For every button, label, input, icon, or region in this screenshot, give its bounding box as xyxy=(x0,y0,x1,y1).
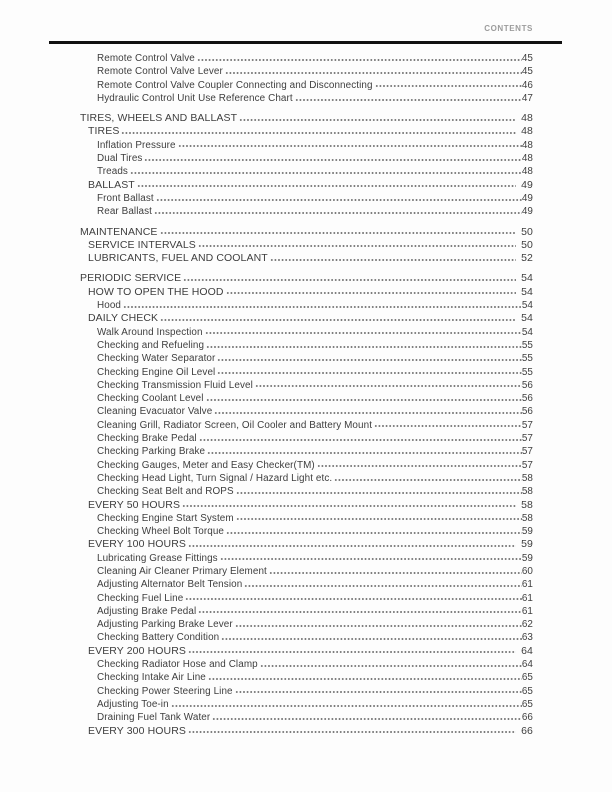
toc-entry-page: 66 xyxy=(521,712,533,724)
toc-entry-title: Checking Intake Air Line xyxy=(97,672,206,684)
toc-entry-title: Remote Control Valve xyxy=(97,53,195,64)
toc-entry-title: DAILY CHECK xyxy=(88,312,159,325)
toc-entry-page: 54 xyxy=(521,285,533,298)
toc-row xyxy=(80,605,533,618)
toc-row xyxy=(80,725,533,738)
toc-entry-page: 64 xyxy=(521,659,533,671)
toc-row xyxy=(80,485,533,498)
dot-leader xyxy=(156,192,522,201)
toc-entry-page: 58 xyxy=(521,512,533,524)
dot-leader xyxy=(198,605,522,614)
toc-row xyxy=(80,499,533,512)
dot-leader xyxy=(199,432,522,441)
toc-entry-title: Checking and Refueling xyxy=(97,339,205,351)
toc-entry-page: 48 xyxy=(521,112,533,125)
dot-leader xyxy=(188,645,516,654)
toc-entry-title: EVERY 100 HOURS xyxy=(88,538,186,551)
toc-entry-title: Checking Wheel Bolt Torque xyxy=(97,526,225,538)
toc-entry-title: TIRES xyxy=(88,125,120,138)
toc-entry-page: 59 xyxy=(521,552,533,564)
toc-row xyxy=(80,472,533,485)
toc-row xyxy=(80,512,533,525)
toc-row xyxy=(80,525,533,538)
dot-leader xyxy=(160,312,516,321)
toc-entry-page: 52 xyxy=(521,252,533,265)
dot-leader xyxy=(317,459,522,468)
toc-row xyxy=(80,286,533,299)
toc-entry-page: 45 xyxy=(521,53,533,64)
dot-leader xyxy=(269,565,522,574)
toc-entry-page: 49 xyxy=(521,192,533,204)
toc-entry-title: Cleaning Air Cleaner Primary Element xyxy=(97,565,267,577)
toc-entry-title: SERVICE INTERVALS xyxy=(88,238,196,251)
toc-row xyxy=(80,239,533,252)
toc-entry-page: 58 xyxy=(521,486,533,498)
dot-leader xyxy=(185,592,521,601)
toc-entry-page: 61 xyxy=(521,579,533,591)
dot-leader xyxy=(206,392,522,401)
toc-row xyxy=(80,565,533,578)
toc-entry-page: 58 xyxy=(521,472,533,484)
dot-leader xyxy=(154,205,522,214)
toc-entry-page: 55 xyxy=(521,366,533,378)
toc-entry-title: Inflation Pressure xyxy=(97,139,176,151)
toc-entry-page: 49 xyxy=(521,178,533,191)
toc-entry-title: Draining Fuel Tank Water xyxy=(97,712,211,724)
toc-entry-title: Front Ballast xyxy=(97,192,154,204)
toc-entry-page: 64 xyxy=(521,644,533,657)
toc-row xyxy=(80,112,533,125)
toc-entry-title: Checking Water Separator xyxy=(97,353,216,365)
dot-leader xyxy=(171,698,522,707)
toc-entry-page: 58 xyxy=(521,498,533,511)
toc-entry-page: 63 xyxy=(521,632,533,644)
toc-entry-page: 54 xyxy=(521,300,533,312)
toc-row xyxy=(80,405,533,418)
toc-entry-page: 57 xyxy=(521,433,533,445)
dot-leader xyxy=(295,92,522,101)
toc-entry-title: Adjusting Brake Pedal xyxy=(97,605,197,617)
toc-row xyxy=(80,312,533,325)
toc-entry-page: 48 xyxy=(521,125,533,138)
toc-entry-title: Checking Gauges, Meter and Easy Checker(TM) xyxy=(97,459,315,471)
toc-row xyxy=(80,645,533,658)
dot-leader xyxy=(334,472,522,481)
toc-entry-page: 50 xyxy=(521,225,533,238)
toc-row xyxy=(80,152,533,165)
dot-leader xyxy=(212,711,522,720)
toc-entry-page: 57 xyxy=(521,419,533,431)
toc-row xyxy=(80,366,533,379)
toc-row xyxy=(80,165,533,178)
toc-entry-page: 56 xyxy=(521,406,533,418)
toc-entry-title: Walk Around Inspection xyxy=(97,326,203,338)
toc-entry-page: 56 xyxy=(521,379,533,391)
toc-entry-title: Checking Parking Brake xyxy=(97,446,206,458)
toc-row xyxy=(80,552,533,565)
toc-row xyxy=(80,139,533,152)
toc-entry-page: 57 xyxy=(521,459,533,471)
toc-entry-title: PERIODIC SERVICE xyxy=(80,272,182,285)
toc-row xyxy=(80,252,533,265)
dot-leader xyxy=(182,499,516,508)
dot-leader xyxy=(144,152,521,161)
toc-entry-page: 55 xyxy=(521,339,533,351)
toc-entry-page: 55 xyxy=(521,353,533,365)
dot-leader xyxy=(226,286,517,295)
toc-entry-title: Checking Transmission Fluid Level xyxy=(97,379,253,391)
toc-entry-title: Adjusting Toe-in xyxy=(97,698,169,710)
toc-entry-title: Checking Power Steering Line xyxy=(97,685,233,697)
toc-entry-title: Treads xyxy=(97,166,128,178)
toc-row xyxy=(80,618,533,631)
dot-leader xyxy=(226,525,522,534)
dot-leader xyxy=(235,618,522,627)
toc-row xyxy=(80,631,533,644)
toc-row xyxy=(80,192,533,205)
toc-group xyxy=(80,272,533,737)
toc-entry-page: 46 xyxy=(521,79,533,91)
toc-entry-title: Adjusting Alternator Belt Tension xyxy=(97,579,243,591)
toc-entry-title: Adjusting Parking Brake Lever xyxy=(97,619,233,631)
toc-entry-page: 47 xyxy=(521,92,533,104)
toc-entry-page: 61 xyxy=(521,592,533,604)
toc-row xyxy=(80,711,533,724)
toc-entry-title: EVERY 200 HOURS xyxy=(88,644,186,657)
dot-leader xyxy=(239,112,516,121)
toc-row xyxy=(80,578,533,591)
toc-row xyxy=(80,671,533,684)
dot-leader xyxy=(217,352,521,361)
toc-entry-page: 48 xyxy=(521,166,533,178)
dot-leader xyxy=(214,405,522,414)
toc-entry-page: 59 xyxy=(521,526,533,538)
toc-row xyxy=(80,65,533,78)
toc-entry-title: Hood xyxy=(97,300,122,312)
dot-leader xyxy=(375,79,522,88)
toc-entry-page: 56 xyxy=(521,393,533,405)
toc-entry-page: 54 xyxy=(521,312,533,325)
toc-entry-page: 57 xyxy=(521,446,533,458)
dot-leader xyxy=(374,419,522,428)
toc-entry-title: LUBRICANTS, FUEL AND COOLANT xyxy=(88,252,268,265)
toc-group xyxy=(80,52,533,105)
toc-entry-title: MAINTENANCE xyxy=(80,225,158,238)
dot-leader xyxy=(188,725,516,734)
toc-entry-page: 65 xyxy=(521,685,533,697)
toc-entry-title: Lubricating Grease Fittings xyxy=(97,552,218,564)
toc-entry-title: Checking Engine Start System xyxy=(97,512,234,524)
toc-row xyxy=(80,392,533,405)
toc-row xyxy=(80,459,533,472)
toc-entry-title: Hydraulic Control Unit Use Reference Chart xyxy=(97,92,293,104)
toc-entry-page: 59 xyxy=(521,538,533,551)
toc-entry-page: 54 xyxy=(521,272,533,285)
toc-entry-title: Dual Tires xyxy=(97,153,143,165)
toc-entry-title: Checking Engine Oil Level xyxy=(97,366,216,378)
toc-entry-title: Rear Ballast xyxy=(97,206,152,218)
toc-row xyxy=(80,379,533,392)
dot-leader xyxy=(270,252,516,261)
toc-row xyxy=(80,205,533,218)
dot-leader xyxy=(160,226,517,235)
toc-entry-title: TIRES, WHEELS AND BALLAST xyxy=(80,112,238,125)
toc-entry-page: 61 xyxy=(521,605,533,617)
dot-leader xyxy=(235,685,522,694)
header-rule xyxy=(49,41,562,44)
toc-entry-title: Checking Fuel Line xyxy=(97,592,184,604)
toc-row xyxy=(80,226,533,239)
toc-entry-title: Remote Control Valve Coupler Connecting and Disconnecting xyxy=(97,79,373,91)
toc-entry-title: Checking Seat Belt and ROPS xyxy=(97,486,234,498)
toc-entry-page: 66 xyxy=(521,724,533,737)
toc-entry-title: Checking Radiator Hose and Clamp xyxy=(97,659,258,671)
toc-row xyxy=(80,698,533,711)
toc-entry-title: Checking Brake Pedal xyxy=(97,433,197,445)
toc-entry-page: 65 xyxy=(521,698,533,710)
toc-entry-title: Checking Coolant Level xyxy=(97,393,204,405)
toc-row xyxy=(80,299,533,312)
toc-entry-page: 45 xyxy=(521,66,533,78)
toc-entry-page: 62 xyxy=(521,619,533,631)
toc-entry-title: Checking Battery Condition xyxy=(97,632,220,644)
toc-row xyxy=(80,79,533,92)
toc-entry-page: 48 xyxy=(521,139,533,151)
toc-row xyxy=(80,445,533,458)
dot-leader xyxy=(205,326,522,335)
toc-row xyxy=(80,125,533,138)
toc-row xyxy=(80,52,533,65)
toc-entry-title: Cleaning Evacuator Valve xyxy=(97,406,213,418)
toc-row xyxy=(80,685,533,698)
toc-entry-title: EVERY 50 HOURS xyxy=(88,498,181,511)
toc-row xyxy=(80,92,533,105)
toc-row xyxy=(80,538,533,551)
dot-leader xyxy=(236,512,522,521)
toc-row xyxy=(80,419,533,432)
dot-leader xyxy=(221,631,522,640)
toc-entry-title: Cleaning Grill, Radiator Screen, Oil Cooler and Battery Mount xyxy=(97,419,373,431)
dot-leader xyxy=(197,52,522,61)
toc-row xyxy=(80,179,533,192)
dot-leader xyxy=(183,272,516,281)
dot-leader xyxy=(220,552,522,561)
dot-leader xyxy=(123,299,522,308)
toc-row xyxy=(80,272,533,285)
toc-entry-page: 50 xyxy=(521,238,533,251)
toc-row xyxy=(80,352,533,365)
dot-leader xyxy=(206,339,522,348)
toc-group xyxy=(80,226,533,266)
dot-leader xyxy=(244,578,522,587)
toc-entry-page: 54 xyxy=(521,326,533,338)
toc-entry-page: 48 xyxy=(521,153,533,165)
dot-leader xyxy=(236,485,522,494)
toc-entry-page: 60 xyxy=(521,565,533,577)
dot-leader xyxy=(188,538,516,547)
toc-entry-title: Remote Control Valve Lever xyxy=(97,66,223,78)
toc-list xyxy=(80,52,533,738)
dot-leader xyxy=(198,239,516,248)
dot-leader xyxy=(130,165,522,174)
toc-entry-page: 65 xyxy=(521,672,533,684)
toc-row xyxy=(80,592,533,605)
toc-row xyxy=(80,432,533,445)
toc-row xyxy=(80,339,533,352)
toc-group xyxy=(80,112,533,218)
dot-leader xyxy=(208,671,522,680)
dot-leader xyxy=(255,379,522,388)
toc-entry-title: Checking Head Light, Turn Signal / Hazard Light etc. xyxy=(97,472,333,484)
dot-leader xyxy=(178,139,522,148)
dot-leader xyxy=(260,658,522,667)
toc-entry-page: 49 xyxy=(521,206,533,218)
toc-row xyxy=(80,326,533,339)
dot-leader xyxy=(217,366,521,375)
dot-leader xyxy=(207,445,522,454)
toc-entry-title: EVERY 300 HOURS xyxy=(88,724,186,737)
contents-header-label: CONTENTS xyxy=(484,24,533,33)
dot-leader xyxy=(225,65,522,74)
toc-row xyxy=(80,658,533,671)
dot-leader xyxy=(121,125,516,134)
toc-entry-title: HOW TO OPEN THE HOOD xyxy=(88,285,224,298)
toc-entry-title: BALLAST xyxy=(88,178,135,191)
dot-leader xyxy=(137,179,516,188)
